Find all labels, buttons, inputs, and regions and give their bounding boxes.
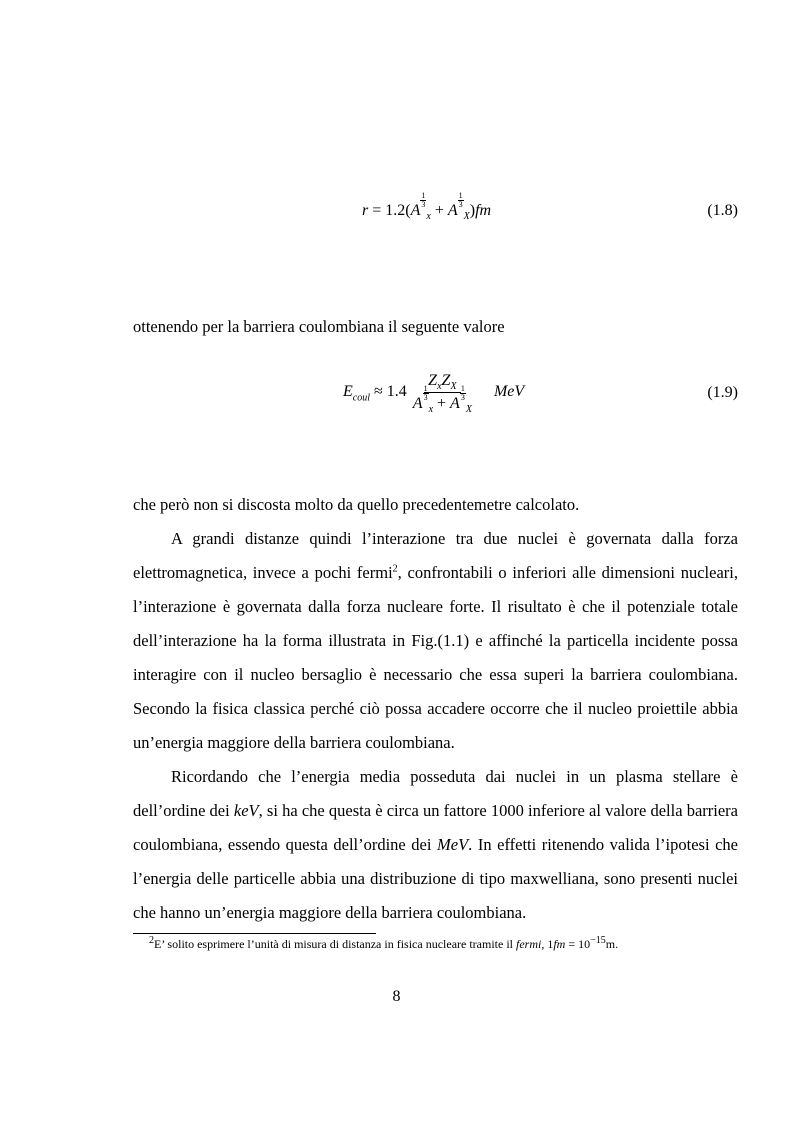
paragraph-text: ottenendo per la barriera coulombiana il seguente valore bbox=[133, 317, 505, 336]
paragraph-after-eq bbox=[133, 488, 738, 522]
paragraph-text: , si ha che questa è circa un fattore 1000 inferiore al valore della barriera coulombiana, essendo questa dell’ordine dei bbox=[133, 801, 738, 854]
footnote-rule bbox=[133, 933, 376, 934]
paragraph-interaction bbox=[133, 522, 738, 760]
footnote-term: fermi bbox=[516, 937, 542, 951]
footnote-mark: 2 bbox=[149, 935, 154, 946]
footnote bbox=[133, 936, 738, 952]
paragraph-intro bbox=[133, 310, 738, 344]
equation-number: (1.8) bbox=[707, 202, 738, 219]
footnote-text: , 1 bbox=[541, 937, 554, 951]
unit-kev: keV bbox=[233, 801, 259, 820]
footnote-marker: 2 bbox=[392, 563, 398, 575]
paragraph-text: , confrontabili o inferiori alle dimensioni nucleari, l’interazione è governata dalla forza nucleare forte. Il risultato è che il potenziale totale dell’interazione ha la forma illustrata in Fig.(1.1) e affinché la particella incidente possa interagire con il nucleo bersaglio è necessario che essa superi la barriera coulombiana. Secondo la fisica classica perché ciò possa accadere occorre che il nucleo proiettile abbia un’energia maggiore della barriera coulombiana. bbox=[133, 563, 738, 752]
paragraph-energy bbox=[133, 760, 738, 930]
footnote-unit: fm bbox=[553, 937, 566, 951]
footnote-exponent: −15 bbox=[590, 935, 606, 946]
equation-1-8-body: r = 1.2(A $\frac{1}{3}$ $_x$ + A $\frac{1}{3}$ $_X$)fm bbox=[362, 191, 492, 223]
footnote-text: m. bbox=[605, 937, 619, 951]
footnote-text: E’ solito esprimere l’unità di misura di distanza in fisica nucleare tramite il bbox=[154, 937, 516, 951]
unit-mev: MeV bbox=[437, 835, 469, 854]
paragraph-text: Ricordando che l’energia media posseduta dai nuclei in un plasma stellare è dell’ordine dei bbox=[133, 767, 738, 820]
page-number: 8 bbox=[392, 988, 401, 1005]
equation-number: (1.9) bbox=[707, 384, 738, 401]
paragraph-text: A grandi distanze quindi l’interazione tra due nuclei è governata dalla forza elettromagnetica, invece a pochi fermi bbox=[133, 529, 738, 582]
equation-1-9-body: $E_{coul} \approx 1.4$ $Z_xZ_X$ A $\frac{1}{3}$ $_x$ + A $\frac{1}{3}$ $_X$ MeV bbox=[343, 372, 525, 416]
paragraph-text: che però non si discosta molto da quello precedentemetre calcolato. bbox=[133, 495, 580, 514]
paragraph-text: . In effetti ritenendo valida l’ipotesi che l’energia delle particelle abbia una distribuzione di tipo maxwelliana, sono presenti nuclei che hanno un’energia maggiore della barriera coulombiana. bbox=[133, 835, 738, 922]
footnote-text: = 10 bbox=[565, 937, 591, 951]
